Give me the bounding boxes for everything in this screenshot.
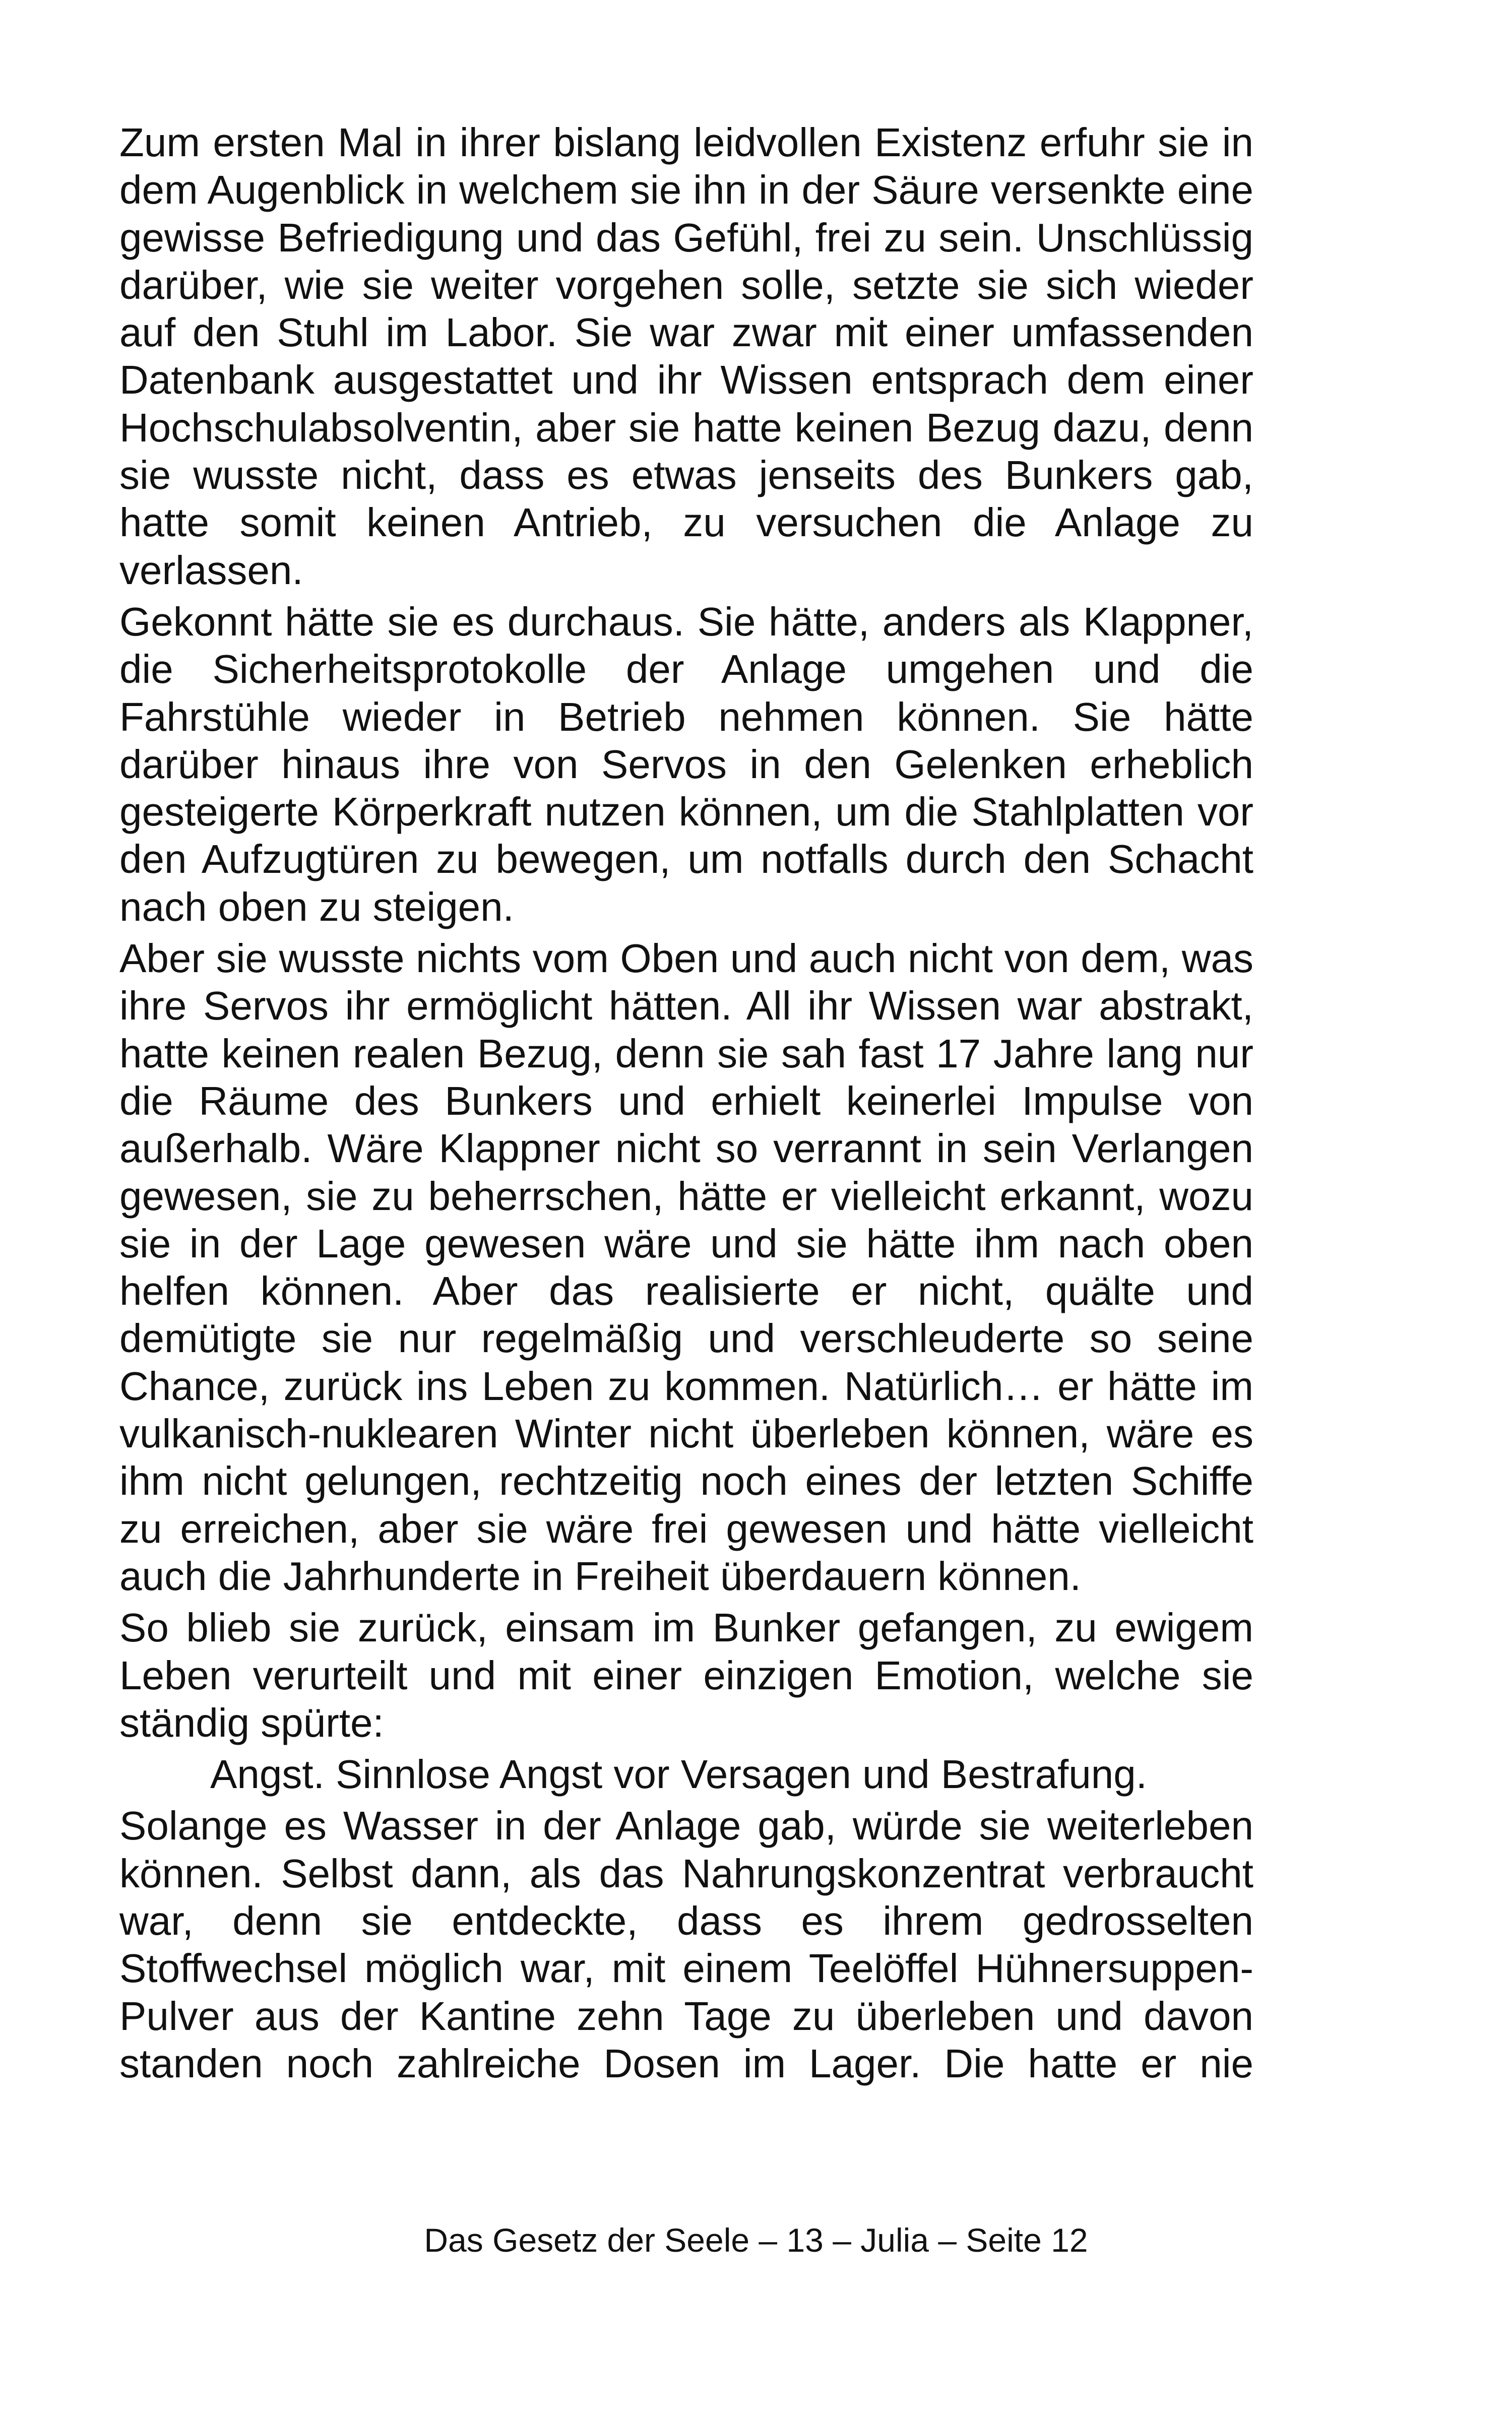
body-text <box>119 119 1253 2091</box>
paragraph-1: Zum ersten Mal in ihrer bislang leidvollen Existenz erfuhr sie in dem Augenblick in welchem sie ihn in der Säure versenkte eine gewisse Befriedigung und das Gefühl, frei zu sein. Unschlüssig darüber, wie sie weiter vorgehen solle, setzte sie sich wieder auf den Stuhl im Labor. Sie war zwar mit einer umfassenden Datenbank ausgestattet und ihr Wissen entsprach dem einer Hochschulabsolventin, aber sie hatte keinen Bezug dazu, denn sie wusste nicht, dass es etwas jenseits des Bunkers gab, hatte somit keinen Antrieb, zu versuchen die Anlage zu verlassen. <box>119 120 1253 593</box>
paragraph-3: Aber sie wusste nichts vom Oben und auch nicht von dem, was ihre Servos ihr ermöglicht hätten. All ihr Wissen war abstrakt, hatte keinen realen Bezug, denn sie sah fast 17 Jahre lang nur die Räume des Bunkers und erhielt keinerlei Impulse von außerhalb. Wäre Klappner nicht so verrannt in sein Verlangen gewesen, sie zu beherrschen, hätte er vielleicht erkannt, wozu sie in der Lage gewesen wäre und sie hätte ihm nach oben helfen können. Aber das realisierte er nicht, quälte und demütigte sie nur regelmäßig und verschleuderte so seine Chance, zurück ins Leben zu kommen. Natürlich… er hätte im vulkanisch-nuklearen Winter nicht überleben können, wäre es ihm nicht gelungen, rechtzeitig noch eines der letzten Schiffe zu erreichen, aber sie wäre frei gewesen und hätte vielleicht auch die Jahrhunderte in Freiheit überdauern können. <box>119 936 1253 1599</box>
paragraph-6: Solange es Wasser in der Anlage gab, würde sie weiterleben können. Selbst dann, als das Nahrungskonzentrat verbraucht war, denn sie entdeckte, dass es ihrem gedrosselten Stoffwechsel möglich war, mit einem Teelöffel Hühnersuppen-Pulver aus der Kantine zehn Tage zu überleben und davon standen noch zahlreiche Dosen im Lager. Die hatte er nie <box>119 1803 1253 2086</box>
paragraph-5-indented: Angst. Sinnlose Angst vor Versagen und Bestrafung. <box>210 1752 1147 1797</box>
paragraph-2: Gekonnt hätte sie es durchaus. Sie hätte, anders als Klappner, die Sicherheitsprotokolle der Anlage umgehen und die Fahrstühle wieder in Betrieb nehmen können. Sie hätte darüber hinaus ihre von Servos in den Gelenken erheblich gesteigerte Körperkraft nutzen können, um die Stahlplatten vor den Aufzugtüren zu bewegen, um notfalls durch den Schacht nach oben zu steigen. <box>119 599 1253 929</box>
paragraph-4: So blieb sie zurück, einsam im Bunker gefangen, zu ewigem Leben verurteilt und mit einer einzigen Emotion, welche sie ständig spürte: <box>119 1605 1253 1745</box>
page-footer: Das Gesetz der Seele – 13 – Julia – Seite 12 <box>424 2221 1088 2259</box>
